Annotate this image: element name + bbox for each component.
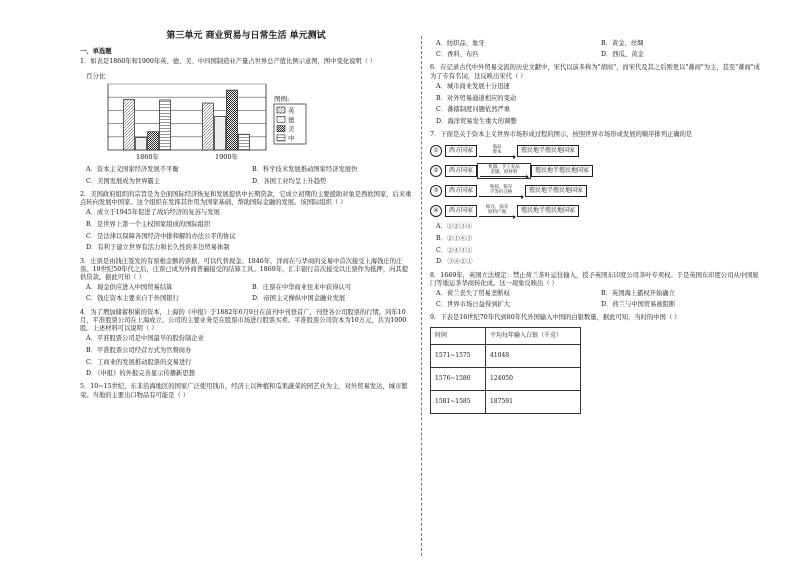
flow-arrow-label: 商品 资本 (492, 145, 502, 156)
option[interactable]: A．城市商业发展十分迅速 (436, 82, 510, 90)
table-row (431, 367, 581, 390)
question-9-stem: 9．下表是16世纪70年代到80年代外国输入中国的白银数量，据此可知，当时的中国（ ） (430, 314, 681, 322)
option[interactable]: C．工商业的发展推动股票的交易进行 (86, 358, 192, 366)
option[interactable]: B．庄票在中华商业往来中获得认可 (252, 284, 352, 292)
column-divider (421, 36, 422, 556)
flow-arrow-label: 殖掠、掠夺 不等价交换 (489, 185, 513, 196)
option[interactable]: A．现金供应进入中国贸易结算 (86, 284, 173, 292)
option[interactable]: A．平准股票公司是中国最早的股份制企业 (86, 335, 204, 343)
chart-ylabel: 百分比 (86, 72, 106, 81)
flow-arrow (477, 163, 531, 179)
page-title: 第三单元 商业贸易与日常生活 单元测试 (166, 31, 326, 41)
chart-legend-swatch (277, 107, 285, 113)
chart-bar (215, 117, 226, 151)
flow-number: ② (430, 165, 442, 177)
flow-box-west: 西方国家 (445, 165, 477, 177)
option[interactable]: A．资本主义国家经济发展不平衡 (86, 166, 179, 174)
option[interactable]: C．②④③① (436, 246, 473, 254)
chart-bar (160, 100, 171, 150)
flow-number: ③ (430, 185, 442, 197)
chart-legend-swatch (277, 117, 285, 123)
question-5-stem: 5．10~15世纪，东非沿海地区的国家广泛使用钱币，经济上以种植和瓜果蔬菜的园艺业为主，对外贸易发达，城市繁荣。当地的主要出口物品有可能是（ ） (80, 383, 408, 399)
question-3-stem: 3．庄票是由钱庄签发的有票根金额的票据，可以代替现金。1846年，洋商在与华商的交易中首次接受上海钱庄的庄票。19世纪50年代之后，庄票已成为外商普遍接受的结算工具。1869年，汇丰银行首次接受以庄票作为抵押，向其提供贷款。据此可知（ ） (80, 257, 409, 281)
silver-import-table (430, 327, 581, 414)
flow-row (430, 183, 760, 199)
chart-bar (124, 100, 135, 151)
left-column (80, 20, 412, 402)
question-4-stem: 4．为了増加储蓄积累的资本，上海的《申报》于1882年6月9日在前刊中刊登首广，刊登各公司股票的行情。同年10月，平准股票公司在上海成立。公司的主要业务是在股票市场进行股票买卖。平准股票公司资本为10万元，共为1000股。上述材料可以说明（ ） (80, 308, 407, 332)
table-cell: 1576~1580 (431, 367, 486, 390)
flow-diagram (430, 143, 760, 219)
chart-legend-entry: 美 (288, 125, 295, 134)
option[interactable]: D．海洋贸易发生重大的调整 (436, 117, 517, 125)
question-3-options (80, 284, 412, 303)
flow-box-colony: 殖民地半殖民地国家 (525, 185, 587, 197)
option[interactable]: C．是法律以保障各国经济中排和解的办法公平的协议 (86, 232, 236, 240)
chart-bar (148, 132, 159, 150)
option[interactable]: A．纺织品、象牙 (436, 40, 485, 47)
option[interactable]: C．钱庄资本主要来自于外国银行 (86, 295, 179, 303)
question-2-stem: 2．美国政府组织的宗旨是为全面国际经济恢复和发展提供中长期贷款，它成立初期的主要援助对象是西欧国家，后来重点转向发展中国家。这个组织在发挥其作用为国家基础，帮助国际金融的发展。该国际组织（ ） (80, 190, 412, 207)
question-8-stem: 8．1669年，英国立法规定：禁止荷兰茶叶运往输入，授予英国东印度公司茶叶专卖权。于是英国东印度公司从中国厦门等地运茶华商转化成。这一现象反映出（ ） (430, 271, 759, 287)
question-2-options (80, 209, 412, 252)
flow-row (430, 143, 760, 159)
flow-arrow (477, 205, 517, 217)
chart-legend-entry: 中 (288, 134, 295, 143)
chart-bar (203, 103, 214, 150)
right-column (430, 38, 760, 414)
table-header-row (431, 327, 581, 344)
flow-box-west: 西方国家 (445, 145, 477, 157)
flow-arrow (477, 185, 525, 197)
option[interactable]: C．香料、布匹 (436, 51, 479, 59)
table-cell: 187591 (486, 390, 581, 413)
table-row (431, 390, 581, 413)
table-header-cell: 平均每年输入白银（千克） (486, 327, 581, 344)
question-4-options (80, 335, 412, 378)
flow-number: ① (430, 145, 442, 157)
option[interactable]: B．科学技术发展推动国家经济发展快 (252, 166, 358, 174)
chart-bar (136, 138, 147, 150)
chart-legend-swatch (277, 126, 285, 132)
flow-arrow-label: 机器、手工业品 金银、原材料 (488, 165, 520, 176)
option[interactable]: B．对外贸易通道相应的变动 (436, 94, 517, 102)
flow-box-colony: 殖民地半殖民地国家 (517, 205, 579, 217)
question-6-options (430, 83, 760, 126)
chart-x-tick-label: 1860年 (135, 153, 160, 162)
chart-legend-title: 图例: (274, 95, 290, 104)
option[interactable]: D．荷兰与中国贸易被阻断 (601, 301, 676, 309)
table-cell: 1581~1585 (431, 390, 486, 413)
bar-chart-svg (86, 70, 336, 162)
chart-x-tick-label: 1900年 (214, 153, 239, 162)
bar-chart (86, 70, 336, 162)
option[interactable]: A．①②③④ (436, 223, 473, 231)
option[interactable]: A．荷兰丧失了贸易垄断权 (436, 290, 510, 298)
flow-box-colony: 殖民地半殖民地国家 (531, 165, 593, 177)
table-row (431, 344, 581, 367)
question-7-stem: 7．下面是关于资本主义世界市场形成过程的图示，按照世界市场形成发展的顺序排列正确的是 (430, 131, 693, 139)
option[interactable]: D．有利于建立世界有活力和长久性的多边贸易体制 (86, 244, 230, 252)
option[interactable]: A．成立于1945年促进了战后经济的复苏与发展 (86, 209, 220, 217)
question-6-stem: 6．在记录古代中外贸易交流的历史文献中，宋代以前多称为"胡商"，而宋代及其之后则更以"蕃商"为主，甚至"蕃商"成为了专有名词，这反映出宋代（ ） (430, 64, 760, 80)
chart-bar (239, 135, 250, 151)
flow-box-colony: 殖民地半殖民地国家 (517, 145, 579, 157)
chart-bar (227, 90, 238, 150)
question-7-options (430, 223, 760, 266)
option[interactable]: D．帝国主义操纵中国金融业发展 (252, 295, 346, 303)
chart-legend-entry: 英 (288, 106, 295, 115)
question-8-options (430, 290, 760, 309)
table-cell: 1571~1575 (431, 344, 486, 367)
flow-box-west: 西方国家 (445, 205, 477, 217)
option[interactable]: C．蕃辖制度问题依然严重 (436, 106, 511, 114)
table-header-cell: 时间 (431, 327, 486, 344)
question-1-stem: 1．如表是1860年和1900年英、德、美、中四国制造业产量占世界总产值比例示意图，图中变化说明（ ） (80, 58, 377, 66)
flow-number: ④ (430, 205, 442, 217)
option[interactable]: B．平准股票公司经营方式为官督商办 (86, 346, 192, 354)
flow-row (430, 203, 760, 219)
option[interactable]: C．世界市场日益得到扩大 (436, 301, 511, 309)
option[interactable]: D．《申报》的外报完善显示传播新思想 (86, 370, 195, 378)
option[interactable]: D．西瓜、黄金 (601, 51, 644, 59)
option[interactable]: C．美国发展成为世界霸主 (86, 177, 161, 185)
section-heading: 一、单选题 (80, 48, 112, 55)
option[interactable]: B．②①④③ (436, 235, 473, 243)
flow-arrow-label: 掠夺、掠夺 原料产地 (485, 205, 509, 216)
option[interactable]: B．英国海上霸权开始确立 (601, 290, 675, 298)
chart-legend-entry: 德 (288, 116, 295, 125)
flow-arrow (477, 145, 517, 157)
chart-legend-swatch (277, 135, 285, 141)
option[interactable]: D．各国工业均呈上升趋势 (252, 177, 327, 185)
table-cell: 124050 (486, 367, 581, 390)
option[interactable]: B．是世界上第一个主权国家组成的国际组织 (86, 220, 211, 228)
table-cell: 41048 (486, 344, 581, 367)
question-5-options (430, 40, 760, 59)
option[interactable]: D．③④②① (436, 258, 473, 266)
flow-row (430, 163, 760, 179)
option[interactable]: B．黄金、丝绸 (601, 40, 644, 47)
question-1-options (80, 166, 412, 185)
flow-box-west: 西方国家 (445, 185, 477, 197)
